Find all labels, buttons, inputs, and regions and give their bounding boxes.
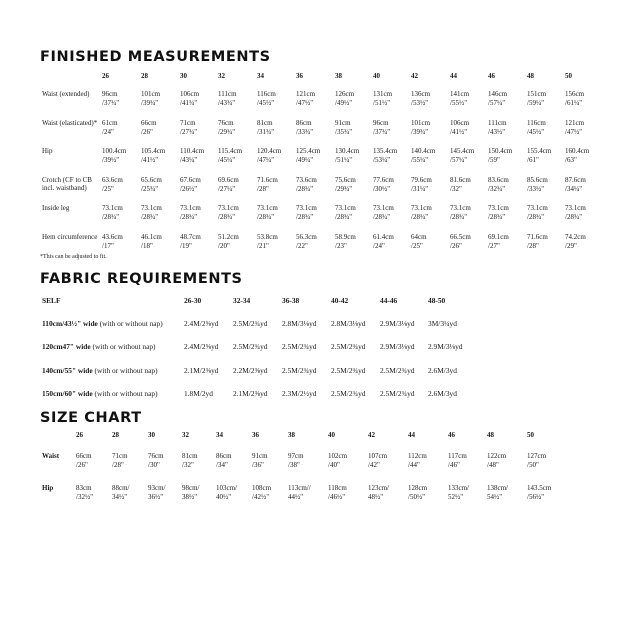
fabric-cell: 2.5M/2¾yd (331, 342, 366, 351)
size-chart-heading: SIZE CHART (40, 410, 142, 426)
fabric-cell: 2.5M/2¾yd (282, 366, 317, 375)
size-header: 30 (148, 431, 155, 439)
fabric-cell: 2.5M/2¾yd (380, 366, 415, 375)
table-cell: 113cm// 44½" (288, 484, 311, 501)
size-range-header: 26-30 (184, 296, 202, 305)
fabric-cell: 2.9M/3⅛yd (380, 319, 415, 328)
size-header: 34 (257, 72, 264, 80)
table-cell: 102cm /40" (328, 452, 348, 469)
table-cell: 73.1cm /28¾" (565, 204, 586, 221)
row-label: Waist (extended) (42, 90, 90, 98)
fabric-width-label (42, 319, 163, 328)
size-range-header: 36-38 (282, 296, 300, 305)
table-cell: 79.6cm /31¼" (411, 176, 432, 193)
table-cell: 81cm /31¾" (257, 119, 275, 136)
table-cell: 86cm /33¾" (296, 119, 314, 136)
table-cell: 73.1cm /28¾" (450, 204, 471, 221)
table-cell: 91cm /36" (252, 452, 268, 469)
table-cell: 110.4cm /43¼" (180, 147, 205, 164)
table-cell: 150.4cm /59" (488, 147, 513, 164)
table-cell: 61.4cm /24" (373, 233, 394, 250)
table-cell: 116cm /45½" (257, 90, 276, 107)
table-cell: 73.1cm /28¾" (488, 204, 509, 221)
size-header: 48 (527, 72, 534, 80)
fabric-cell: 2.8M/3⅛yd (331, 319, 366, 328)
table-cell: 111cm /43½" (488, 119, 507, 136)
table-cell: 56.3cm /22" (296, 233, 317, 250)
table-cell: 81.6cm /32" (450, 176, 471, 193)
table-cell: 105.4cm /41½" (141, 147, 166, 164)
size-range-header: 44-46 (380, 296, 398, 305)
fabric-width: 120cm47" wide (42, 342, 91, 351)
table-cell: 151cm /59¼" (527, 90, 547, 107)
table-cell: 91cm /35¾" (335, 119, 353, 136)
table-cell: 106cm /41½" (450, 119, 470, 136)
row-label: Waist (42, 452, 60, 460)
table-cell: 98cm/ 38½" (182, 484, 200, 501)
table-cell: 71cm /28" (112, 452, 128, 469)
fabric-cell: 2.9M/3⅛yd (380, 342, 415, 351)
table-cell: 100.4cm /39½" (102, 147, 127, 164)
size-header: 48 (487, 431, 494, 439)
row-label: Hip (42, 484, 54, 492)
nap-note: (with or without nap) (92, 366, 158, 375)
fabric-width: 110cm/43½" wide (42, 319, 98, 328)
size-header: 28 (112, 431, 119, 439)
table-cell: 73.1cm /28¾" (373, 204, 394, 221)
fabric-cell: 2.9M/3⅛yd (428, 342, 463, 351)
table-cell: 106cm /41¾" (180, 90, 200, 107)
table-cell: 115.4cm /45¼" (218, 147, 243, 164)
nap-note: (with or without nap) (90, 342, 156, 351)
table-cell: 141cm /55½" (450, 90, 470, 107)
finished-measurements-heading: FINISHED MEASUREMENTS (40, 49, 271, 65)
table-cell: 75.6cm /29¾" (335, 176, 356, 193)
row-label: Hip (42, 147, 53, 155)
table-cell: 86cm /34" (216, 452, 232, 469)
size-header: 44 (408, 431, 415, 439)
table-cell: 143.5cm /56½" (527, 484, 552, 501)
table-cell: 133cm/ 52½" (448, 484, 469, 501)
table-cell: 135.4cm /53¼" (373, 147, 398, 164)
table-cell: 81cm /32" (182, 452, 198, 469)
footnote: *This can be adjusted to fit. (40, 254, 107, 260)
table-cell: 76cm /30" (148, 452, 164, 469)
size-header: 30 (180, 72, 187, 80)
table-cell: 121cm /47½" (565, 119, 585, 136)
table-cell: 63.6cm /25" (102, 176, 123, 193)
size-header: 32 (218, 72, 225, 80)
fabric-requirements-heading: FABRIC REQUIREMENTS (40, 271, 243, 287)
table-cell: 121cm /47½" (296, 90, 316, 107)
size-header: 42 (411, 72, 418, 80)
size-header: 42 (368, 431, 375, 439)
fabric-cell: 2.1M/2⅜yd (184, 366, 219, 375)
table-cell: 73.1cm /28¾" (218, 204, 239, 221)
size-range-header: 32-34 (233, 296, 251, 305)
table-cell: 58.9cm /23" (335, 233, 356, 250)
table-cell: 83.6cm /32¾" (488, 176, 509, 193)
table-cell: 77.6cm /30½" (373, 176, 394, 193)
table-cell: 66cm /26" (76, 452, 92, 469)
table-cell: 130.4cm /51¼" (335, 147, 360, 164)
table-cell: 103cm/ 40½" (216, 484, 237, 501)
fabric-cell: 2.4M/2⅝yd (184, 342, 219, 351)
size-header: 40 (373, 72, 380, 80)
table-cell: 73.1cm /28¾" (257, 204, 278, 221)
size-header: 50 (527, 431, 534, 439)
fabric-cell: 2.5M/2¾yd (331, 366, 366, 375)
table-cell: 127cm /50" (527, 452, 547, 469)
size-header: 32 (182, 431, 189, 439)
table-cell: 156cm /61¼" (565, 90, 585, 107)
fabric-width-label (42, 342, 156, 351)
table-cell: 97cm /38" (288, 452, 304, 469)
table-cell: 160.4cm /63" (565, 147, 590, 164)
table-cell: 140.4cm /55¼" (411, 147, 436, 164)
table-cell: 145.4cm /57¼" (450, 147, 475, 164)
table-cell: 73.1cm /28¾" (180, 204, 201, 221)
table-cell: 138cm/ 54½" (487, 484, 508, 501)
table-cell: 122cm /48" (487, 452, 507, 469)
size-header: 36 (252, 431, 259, 439)
table-cell: 53.8cm /21" (257, 233, 278, 250)
table-cell: 88cm/ 34½" (112, 484, 130, 501)
size-header: 34 (216, 431, 223, 439)
fabric-cell: 2.4M/2⅝yd (184, 319, 219, 328)
size-header: 26 (76, 431, 83, 439)
table-cell: 71.6cm /28" (257, 176, 278, 193)
nap-note: (with or without nap) (92, 389, 158, 398)
table-cell: 73.1cm /28¾" (102, 204, 123, 221)
table-cell: 73.1cm /28¾" (296, 204, 317, 221)
row-label: Inside leg (42, 204, 70, 212)
table-cell: 118cm /46½" (328, 484, 347, 501)
table-cell: 107cm /42" (368, 452, 388, 469)
table-cell: 61cm /24" (102, 119, 118, 136)
fabric-width-label (42, 366, 158, 375)
table-cell: 120.4cm /47¼" (257, 147, 282, 164)
table-cell: 48.7cm /19" (180, 233, 201, 250)
fabric-cell: 2.5M/2¾yd (331, 389, 366, 398)
size-range-header: 40-42 (331, 296, 349, 305)
table-cell: 74.2cm /29" (565, 233, 586, 250)
table-cell: 96cm /37¾" (373, 119, 391, 136)
fabric-cell: 2.1M/2⅜yd (233, 389, 268, 398)
table-cell: 69.6cm /27¼" (218, 176, 239, 193)
table-cell: 71cm /27¾" (180, 119, 198, 136)
size-header: 26 (102, 72, 109, 80)
size-range-header: 48-50 (428, 296, 446, 305)
table-cell: 125.4cm /49¼" (296, 147, 321, 164)
size-header: 44 (450, 72, 457, 80)
table-cell: 43.6cm /17" (102, 233, 123, 250)
table-cell: 65.6cm /25¾" (141, 176, 162, 193)
table-cell: 101cm /39¾" (141, 90, 161, 107)
table-cell: 116cm /45½" (527, 119, 546, 136)
table-cell: 73.1cm /28¾" (335, 204, 356, 221)
fabric-width-label (42, 389, 158, 398)
size-header: 36 (296, 72, 303, 80)
fabric-cell: 2.5M/2¾yd (282, 342, 317, 351)
table-cell: 126cm /49½" (335, 90, 355, 107)
table-cell: 76cm /29¾" (218, 119, 236, 136)
table-cell: 73.1cm /28¾" (411, 204, 432, 221)
row-label: Crotch (CF to CB incl. waistband) (42, 176, 92, 192)
table-cell: 73.1cm /28¾" (141, 204, 162, 221)
table-cell: 67.6cm /26½" (180, 176, 201, 193)
size-header: 28 (141, 72, 148, 80)
nap-note: (with or without nap) (97, 319, 163, 328)
row-label: Waist (elasticated)* (42, 119, 98, 127)
table-cell: 66cm /26" (141, 119, 157, 136)
fabric-cell: 3M/3¼yd (428, 319, 457, 328)
table-cell: 136cm /53½" (411, 90, 431, 107)
table-cell: 131cm /51½" (373, 90, 393, 107)
table-cell: 46.1cm /18" (141, 233, 162, 250)
size-header: 50 (565, 72, 572, 80)
fabric-cell: 2.2M/2⅜yd (233, 366, 268, 375)
table-cell: 96cm /37¾" (102, 90, 120, 107)
table-cell: 83cm /32½" (76, 484, 94, 501)
table-cell: 69.1cm /27" (488, 233, 509, 250)
fabric-cell: 2.5M/2¾yd (233, 342, 268, 351)
size-header: 40 (328, 431, 335, 439)
fabric-cell: 1.8M/2yd (184, 389, 213, 398)
self-label: SELF (42, 296, 61, 305)
table-cell: 108cm /42½" (252, 484, 272, 501)
table-cell: 123cm/ 48½" (368, 484, 389, 501)
fabric-cell: 2.6M/3yd (428, 389, 457, 398)
fabric-cell: 2.3M/2½yd (282, 389, 317, 398)
table-cell: 71.6cm /28" (527, 233, 548, 250)
table-cell: 51.2cm /20" (218, 233, 239, 250)
size-header: 46 (448, 431, 455, 439)
row-label: Hem circumference (42, 233, 98, 241)
table-cell: 111cm /43¾" (218, 90, 237, 107)
fabric-cell: 2.8M/3⅛yd (282, 319, 317, 328)
table-cell: 93cm/ 36½" (148, 484, 166, 501)
size-header: 38 (335, 72, 342, 80)
fabric-width: 140cm/55" wide (42, 366, 93, 375)
table-cell: 117cm /46" (448, 452, 467, 469)
table-cell: 146cm /57¼" (488, 90, 508, 107)
table-cell: 155.4cm /61" (527, 147, 552, 164)
fabric-cell: 2.5M/2¾yd (380, 389, 415, 398)
table-cell: 128cm /50½" (408, 484, 428, 501)
fabric-width: 150cm/60" wide (42, 389, 93, 398)
size-header: 38 (288, 431, 295, 439)
table-cell: 73.6cm /28¾" (296, 176, 317, 193)
table-cell: 66.5cm /26" (450, 233, 471, 250)
table-cell: 112cm /44" (408, 452, 427, 469)
fabric-cell: 2.6M/3yd (428, 366, 457, 375)
table-cell: 64cm /25" (411, 233, 427, 250)
table-cell: 85.6cm /33½" (527, 176, 548, 193)
fabric-cell: 2.5M/2¾yd (233, 319, 268, 328)
table-cell: 87.6cm /34¼" (565, 176, 586, 193)
table-cell: 101cm /39¾" (411, 119, 431, 136)
table-cell: 73.1cm /28¾" (527, 204, 548, 221)
size-header: 46 (488, 72, 495, 80)
